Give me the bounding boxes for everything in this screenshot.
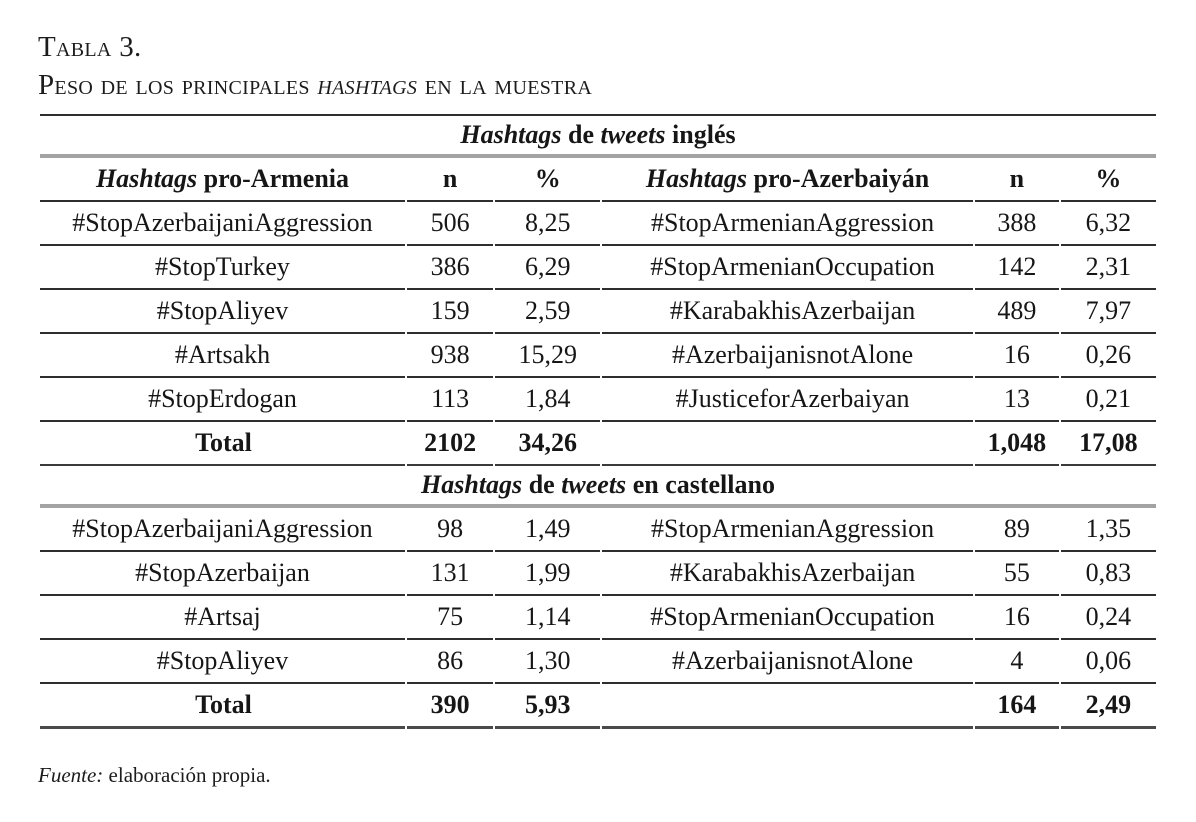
hashtag-cell: #StopArmenianAggression [602, 508, 973, 552]
pct-cell: 0,26 [1061, 334, 1156, 378]
total-pct-left: 5,93 [495, 684, 600, 729]
n-cell: 16 [975, 596, 1059, 640]
hashtag-cell: #StopAliyev [40, 640, 405, 684]
hashtag-cell: #KarabakhisAzerbaijan [602, 290, 973, 334]
source-note-text: elaboración propia. [103, 763, 271, 787]
pct-cell: 0,24 [1061, 596, 1156, 640]
total-row-english [40, 422, 1156, 466]
n-cell: 113 [407, 378, 493, 422]
total-row-spanish [40, 684, 1156, 729]
pct-cell: 8,25 [495, 202, 600, 246]
table-row [40, 246, 1156, 290]
hashtag-cell: #Artsaj [40, 596, 405, 640]
caption-table-number: Tabla 3. [38, 31, 142, 63]
pct-cell: 0,06 [1061, 640, 1156, 684]
pct-cell: 1,84 [495, 378, 600, 422]
pct-cell: 1,99 [495, 552, 600, 596]
pct-cell: 0,21 [1061, 378, 1156, 422]
total-label: Total [40, 684, 405, 729]
pct-cell: 6,29 [495, 246, 600, 290]
total-label: Total [40, 422, 405, 466]
table-row [40, 290, 1156, 334]
n-cell: 506 [407, 202, 493, 246]
total-pct-right: 2,49 [1061, 684, 1156, 729]
pct-cell: 1,14 [495, 596, 600, 640]
col-header-pro-azerbaiyan: Hashtags pro-Azerbaiyán [602, 158, 973, 202]
pct-cell: 2,31 [1061, 246, 1156, 290]
total-n-right: 1,048 [975, 422, 1059, 466]
n-cell: 75 [407, 596, 493, 640]
n-cell: 13 [975, 378, 1059, 422]
total-n-left: 2102 [407, 422, 493, 466]
hashtag-cell: #Artsakh [40, 334, 405, 378]
hashtag-cell: #StopArmenianOccupation [602, 596, 973, 640]
table-row [40, 202, 1156, 246]
table-row [40, 552, 1156, 596]
hashtag-cell: #StopAzerbaijaniAggression [40, 202, 405, 246]
n-cell: 16 [975, 334, 1059, 378]
hashtag-cell: #AzerbaijanisnotAlone [602, 640, 973, 684]
table-row [40, 334, 1156, 378]
n-cell: 388 [975, 202, 1059, 246]
pct-cell: 1,30 [495, 640, 600, 684]
column-header-row [40, 158, 1156, 202]
table-caption [38, 28, 1158, 104]
total-n-right: 164 [975, 684, 1059, 729]
section-header-spanish-label: Hashtags de tweets en castellano [40, 466, 1156, 508]
n-cell: 386 [407, 246, 493, 290]
col-header-n-right: n [975, 158, 1059, 202]
total-pct-left: 34,26 [495, 422, 600, 466]
n-cell: 98 [407, 508, 493, 552]
n-cell: 4 [975, 640, 1059, 684]
hashtags-table [38, 114, 1158, 729]
table-row [40, 378, 1156, 422]
total-empty-cell [602, 684, 973, 729]
table-row [40, 596, 1156, 640]
total-n-left: 390 [407, 684, 493, 729]
hashtag-cell: #StopTurkey [40, 246, 405, 290]
pct-cell: 6,32 [1061, 202, 1156, 246]
hashtag-cell: #StopAzerbaijaniAggression [40, 508, 405, 552]
col-header-n-left: n [407, 158, 493, 202]
section-header-english-label: Hashtags de tweets inglés [40, 114, 1156, 158]
pct-cell: 7,97 [1061, 290, 1156, 334]
caption-line-1 [38, 28, 1158, 66]
table-row [40, 508, 1156, 552]
caption-text-pre: Peso de los principales [38, 69, 318, 101]
section-header-spanish [40, 466, 1156, 508]
caption-text-post: en la muestra [417, 69, 593, 101]
n-cell: 55 [975, 552, 1059, 596]
n-cell: 131 [407, 552, 493, 596]
total-pct-right: 17,08 [1061, 422, 1156, 466]
col-header-pct-right: % [1061, 158, 1156, 202]
n-cell: 89 [975, 508, 1059, 552]
n-cell: 86 [407, 640, 493, 684]
hashtag-cell: #JusticeforAzerbaiyan [602, 378, 973, 422]
table-row [40, 640, 1156, 684]
n-cell: 142 [975, 246, 1059, 290]
hashtag-cell: #StopAliyev [40, 290, 405, 334]
pct-cell: 1,35 [1061, 508, 1156, 552]
total-empty-cell [602, 422, 973, 466]
hashtag-cell: #StopAzerbaijan [40, 552, 405, 596]
pct-cell: 1,49 [495, 508, 600, 552]
source-note-label: Fuente: [38, 763, 104, 787]
caption-text-italic: hashtags [317, 69, 418, 101]
pct-cell: 15,29 [495, 334, 600, 378]
n-cell: 938 [407, 334, 493, 378]
source-note [38, 763, 1158, 788]
caption-line-2 [38, 66, 1158, 104]
hashtag-cell: #KarabakhisAzerbaijan [602, 552, 973, 596]
col-header-pro-armenia: Hashtags pro-Armenia [40, 158, 405, 202]
n-cell: 159 [407, 290, 493, 334]
hashtag-cell: #StopArmenianAggression [602, 202, 973, 246]
pct-cell: 0,83 [1061, 552, 1156, 596]
section-header-english [40, 114, 1156, 158]
hashtag-cell: #StopErdogan [40, 378, 405, 422]
col-header-pct-left: % [495, 158, 600, 202]
hashtag-cell: #AzerbaijanisnotAlone [602, 334, 973, 378]
hashtag-cell: #StopArmenianOccupation [602, 246, 973, 290]
n-cell: 489 [975, 290, 1059, 334]
pct-cell: 2,59 [495, 290, 600, 334]
